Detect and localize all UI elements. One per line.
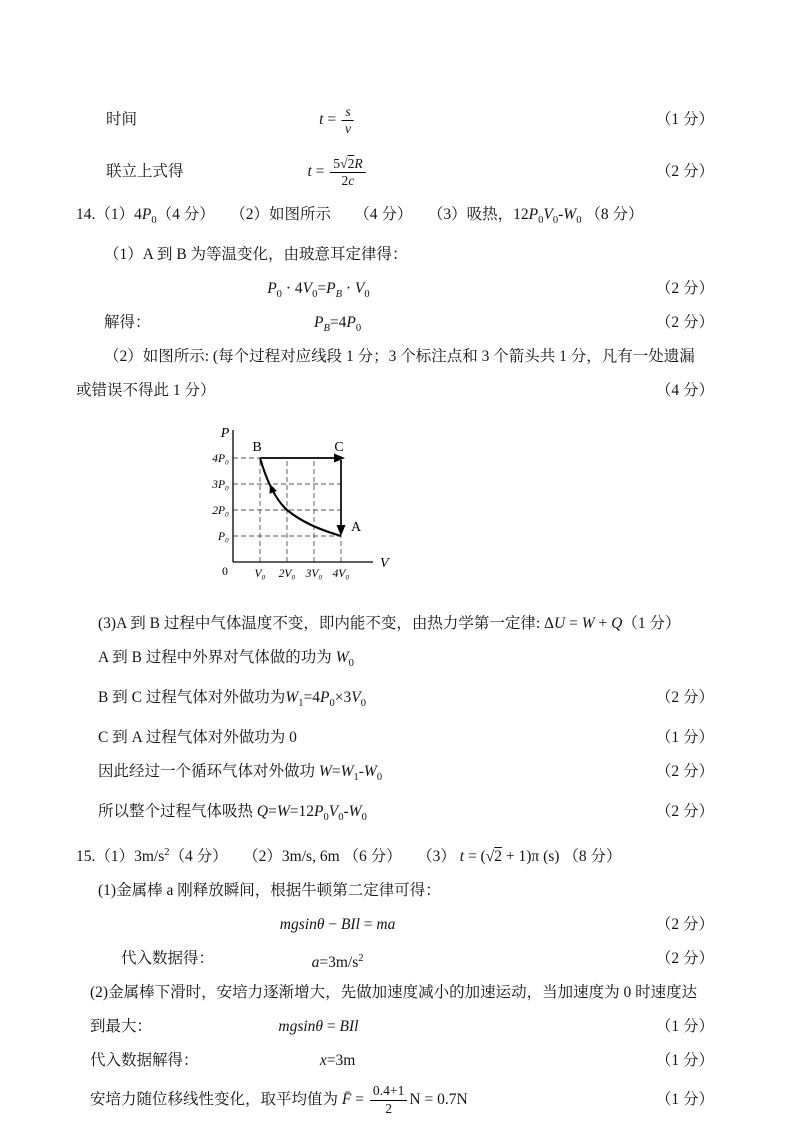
row-q14-part3-cycle-work <box>76 755 714 795</box>
formula-combined: t = $\frac{5√2R}{2c}$ <box>307 146 367 198</box>
score: （4 分） <box>655 382 714 400</box>
line-label: 联立上式得 <box>106 163 184 180</box>
formula-x: x=3m <box>319 1051 356 1069</box>
score: （1 分） <box>655 1051 714 1069</box>
row-q14-part1-result <box>76 306 714 340</box>
row-q14-part3-work-bc <box>76 681 714 721</box>
line-text: (1)金属棒 a 刚释放瞬间，根据牛顿第二定律可得： <box>98 881 441 899</box>
row-time <box>76 94 714 146</box>
line-text: 因此经过一个循环气体对外做功 $W=W_1-W_0$ <box>98 763 383 784</box>
score: （1 分） <box>655 729 714 747</box>
score: （2 分） <box>655 689 714 707</box>
row-q14-part3-law <box>76 607 714 641</box>
line-text: (3)A 到 B 过程中气体温度不变，即内能不变，由热力学第一定律: ΔU = W + Q（1 分） <box>98 615 681 633</box>
row-q14-answers-header <box>76 198 714 238</box>
x-tick-2v0: 2V₀ <box>278 568 296 581</box>
x-tick-4v0: 4V₀ <box>332 568 350 581</box>
row-q14-part2-note-line1 <box>76 340 714 374</box>
p-axis-label: P <box>220 426 230 442</box>
line-text: $14.(1)4P_0(4$ 分） （2）如图所示 （4 分） （3）吸热，$12P_0V_0-W_0$ （8 分） <box>76 206 644 227</box>
line-text: 安培力随位移线性变化，取平均值为 F̄ = $\frac{0.4+1}{2}$ N = 0.7N <box>90 1083 468 1116</box>
pv-diagram-figure <box>181 420 714 593</box>
line-text: (2)金属棒下滑时，安培力逐渐增大，先做加速度减小的加速运动，当加速度为 0 时速度达 <box>90 983 698 1001</box>
y-tick-4p0: 4P₀ <box>212 453 229 466</box>
v-axis-label: V <box>380 556 389 572</box>
line-text: $15.(1)3m/s^2(4$ 分） （2）3m/s, 6m （6 分） （3） t = (√2 + 1)π (s) （8 分） <box>76 846 622 865</box>
point-label-a: A <box>351 520 362 536</box>
formula-balance: mgsinθ = BIl <box>278 1017 359 1035</box>
isotherm-curve-b-to-a <box>260 458 341 536</box>
line-text: B 到 C 过程气体对外做功为$W_1=4P_0\times 3V_0$ <box>98 689 366 710</box>
point-label-b: B <box>252 440 262 456</box>
formula-time: t = $\frac{s}{v}$ <box>319 94 356 146</box>
formula-newton: mgsinθ − BIl = ma <box>279 915 396 933</box>
score: （2 分） <box>655 803 714 821</box>
score: （2 分） <box>655 915 714 933</box>
row-q15-answers-header <box>76 835 714 873</box>
line-text: （2）如图所示: (每个过程对应线段 1 分；3 个标注点和 3 个箭头共 1 分，凡有一处遗漏 <box>104 348 695 366</box>
formula-a: $a=3m/s^2$ <box>311 952 364 971</box>
row-combined-equation <box>76 146 714 198</box>
line-label: 代入数据解得： <box>90 1051 199 1069</box>
row-q14-part1-statement <box>76 238 714 272</box>
score: （2 分） <box>655 949 714 967</box>
formula-pb: $P_B=4P_0$ <box>314 314 362 335</box>
y-tick-p0: P₀ <box>217 531 229 544</box>
line-text: C 到 A 过程气体对外做功为 0 <box>98 729 297 747</box>
origin-label: 0 <box>222 564 228 579</box>
point-label-c: C <box>334 440 344 456</box>
x-tick-v0: V₀ <box>254 568 266 581</box>
line-text: A 到 B 过程中外界对气体做的功为 $W_0$ <box>98 649 354 670</box>
row-q14-part1-equation <box>76 272 714 306</box>
score: （2 分） <box>655 163 714 180</box>
row-q15-part1-statement <box>76 874 714 908</box>
line-text: （1）A 到 B 为等温变化，由玻意耳定律得： <box>104 246 408 264</box>
y-tick-2p0: 2P₀ <box>212 505 229 518</box>
process-lines <box>260 458 341 536</box>
line-label: 解得： <box>104 314 151 332</box>
row-q15-part2-statement <box>76 976 714 1010</box>
row-q15-part2-x-result <box>76 1044 714 1078</box>
line-label: 代入数据得： <box>121 949 215 967</box>
line-label: 时间 <box>106 111 138 128</box>
score: （1 分） <box>655 1017 714 1035</box>
row-q15-part1-result <box>76 942 714 976</box>
score: （1 分） <box>655 1090 714 1108</box>
row-q15-part2-average-force <box>76 1078 714 1122</box>
line-text: 所以整个过程气体吸热 $Q=W=12P_0V_0-W_0$ <box>98 803 367 824</box>
row-q14-part3-heat <box>76 795 714 835</box>
line-label: 到最大： <box>90 1017 153 1035</box>
x-tick-3v0: 3V₀ <box>305 568 323 581</box>
row-q14-part3-work-ab <box>76 641 714 681</box>
formula-boyle: $P_0 \cdot 4V_0=P_B \cdot V_0$ <box>267 280 370 301</box>
score: （2 分） <box>655 763 714 781</box>
line-text: 或错误不得此 1 分） <box>76 382 216 400</box>
row-q15-part1-equation <box>76 908 714 942</box>
y-tick-3p0: 3P₀ <box>212 479 229 492</box>
arrow-toward-b <box>270 484 277 494</box>
row-q14-part2-note-line2 <box>76 374 714 408</box>
pv-diagram <box>181 420 431 588</box>
row-q15-part2-max-speed <box>76 1010 714 1044</box>
score: （2 分） <box>655 280 714 298</box>
score: （1 分） <box>655 111 714 128</box>
score: （2 分） <box>655 314 714 332</box>
row-q14-part3-work-ca <box>76 721 714 755</box>
